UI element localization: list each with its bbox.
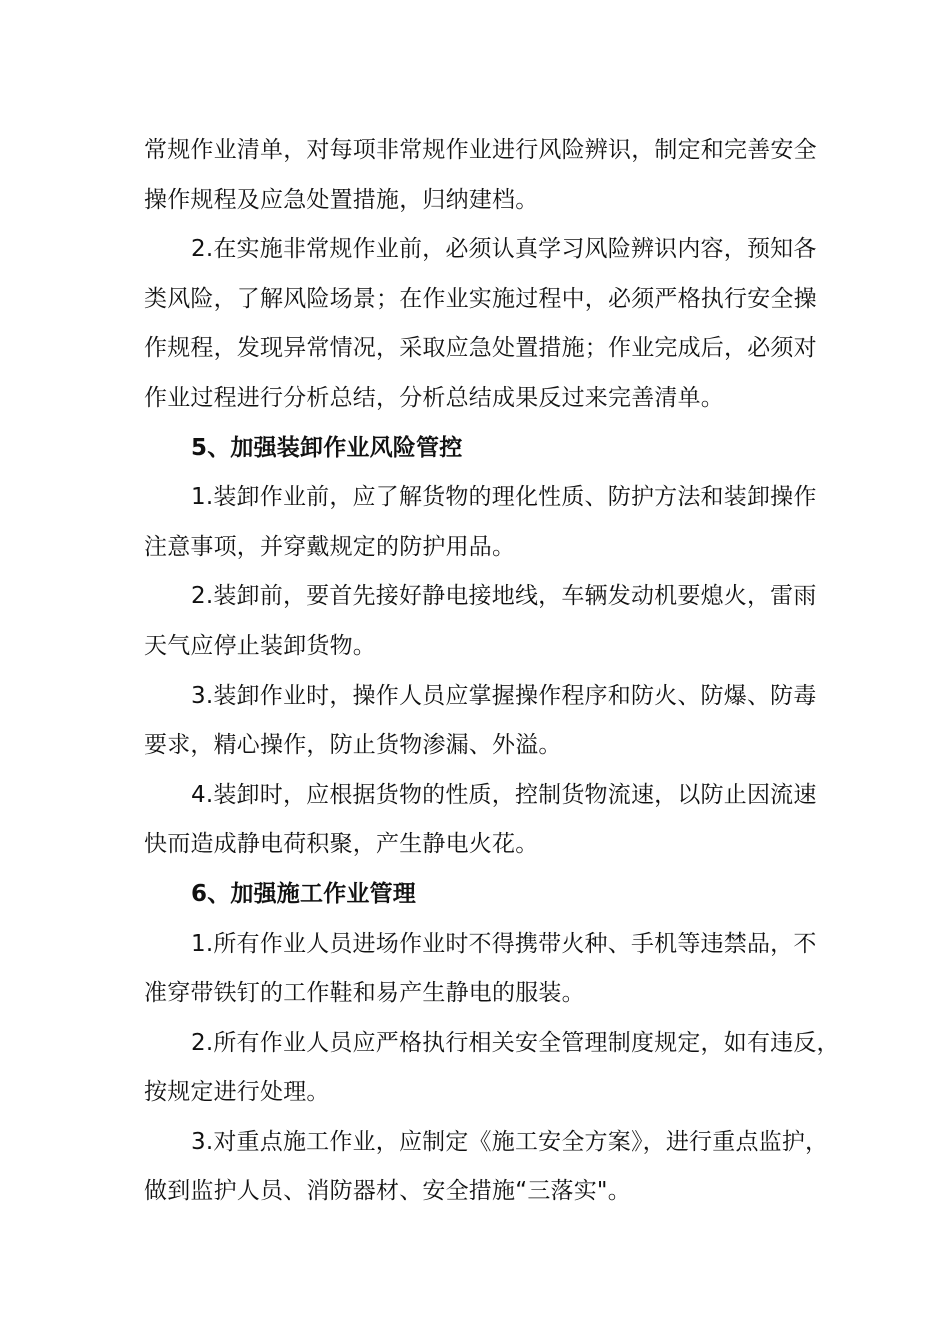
paragraph-line: 4.装卸时，应根据货物的性质，控制货物流速，以防止因流速 bbox=[191, 781, 817, 808]
body-line: 做到监护人员、消防器材、安全措施“三落实"。 bbox=[144, 1178, 631, 1205]
body-line: 作业过程进行分析总结，分析总结成果反过来完善清单。 bbox=[144, 384, 724, 411]
paragraph-line: 3.对重点施工作业，应制定《施工安全方案》，进行重点监护， bbox=[191, 1128, 829, 1155]
paragraph-line: 1.装卸作业前，应了解货物的理化性质、防护方法和装卸操作 bbox=[191, 484, 817, 511]
paragraph-line: 1.所有作业人员进场作业时不得携带火种、手机等违禁品，不 bbox=[191, 930, 817, 957]
body-line: 快而造成静电荷积聚，产生静电火花。 bbox=[144, 831, 539, 858]
paragraph-line: 2.所有作业人员应严格执行相关安全管理制度规定，如有违反， bbox=[191, 1029, 840, 1056]
body-line: 要求，精心操作，防止货物渗漏、外溢。 bbox=[144, 732, 562, 759]
body-line: 作规程，发现异常情况，采取应急处置措施；作业完成后，必须对 bbox=[144, 335, 817, 362]
body-line: 常规作业清单，对每项非常规作业进行风险辨识，制定和完善安全 bbox=[144, 137, 817, 163]
document-body bbox=[144, 126, 840, 1217]
body-line: 准穿带铁钉的工作鞋和易产生静电的服装。 bbox=[144, 980, 585, 1007]
section-heading: 5、加强装卸作业风险管控 bbox=[191, 434, 463, 461]
body-line: 按规定进行处理。 bbox=[144, 1079, 330, 1106]
section-heading: 6、加强施工作业管理 bbox=[191, 880, 417, 907]
paragraph-line: 2.在实施非常规作业前，必须认真学习风险辨识内容，预知各 bbox=[191, 236, 817, 263]
body-line: 类风险，了解风险场景；在作业实施过程中，必须严格执行安全操 bbox=[144, 285, 817, 312]
body-line: 注意事项，并穿戴规定的防护用品。 bbox=[144, 533, 516, 560]
paragraph-line: 3.装卸作业时，操作人员应掌握操作程序和防火、防爆、防毒 bbox=[191, 682, 817, 709]
paragraph-line: 2.装卸前，要首先接好静电接地线，车辆发动机要熄火，雷雨 bbox=[191, 583, 817, 610]
body-line: 天气应停止装卸货物。 bbox=[144, 632, 376, 659]
body-line: 操作规程及应急处置措施，归纳建档。 bbox=[144, 186, 539, 213]
